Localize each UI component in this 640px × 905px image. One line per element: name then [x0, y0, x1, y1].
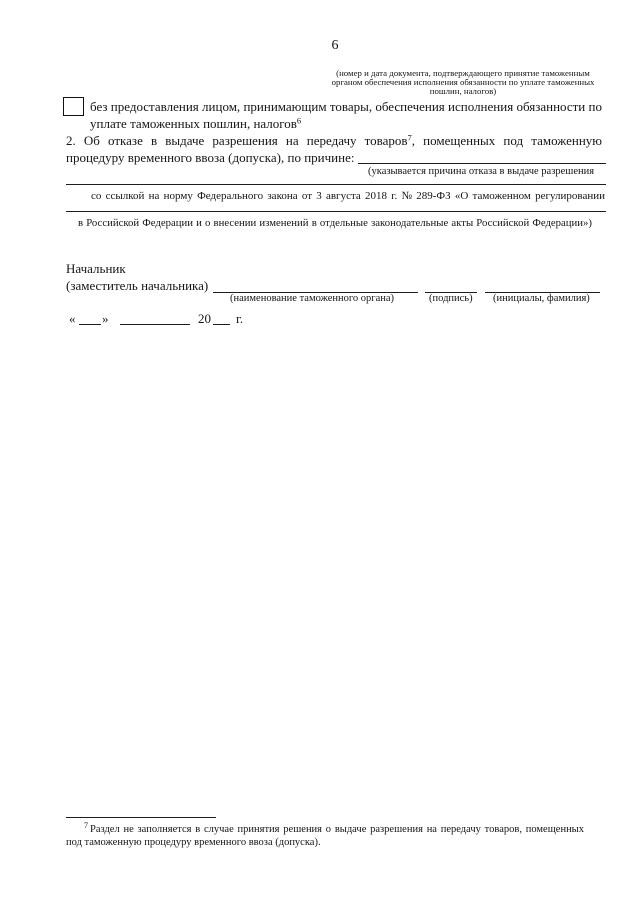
law-reference-caption-line2: в Российской Федерации и о внесении изменений в отдельные законодательные акты Российской Федерации») [78, 217, 592, 229]
year-fill-line [213, 324, 230, 325]
footnote-separator [66, 817, 216, 818]
name-caption: (инициалы, фамилия) [493, 293, 590, 304]
page-number: 6 [331, 38, 339, 53]
signatory-title-alt: (заместитель начальника) [66, 278, 209, 293]
no-security-checkbox [63, 97, 84, 116]
day-fill-line [79, 324, 101, 325]
reason-fill-line [66, 211, 606, 212]
footnote-ref: 7 [407, 132, 412, 143]
reason-caption: (указывается причина отказа в выдаче разрешения [368, 166, 595, 177]
section-2-line2: процедуру временного ввоза (допуска), по причине: [66, 150, 355, 165]
document-caption-line: пошлин, налогов) [429, 86, 497, 96]
law-reference-caption-line1: со ссылкой на норму Федерального закона от 3 августа 2018 г. № 289-ФЗ «О таможенном регулировании [91, 190, 605, 202]
signature-caption: (подпись) [429, 293, 473, 304]
signatory-title: Начальник [66, 261, 126, 276]
section-2-line1 [66, 133, 602, 148]
section-2-heading: 2. Об отказе в выдаче разрешения на передачу товаров [66, 133, 408, 148]
footnote-text-line1: Раздел не заполняется в случае принятия решения о выдаче разрешения на передачу товаров, помещенных [90, 824, 584, 835]
year-suffix: г. [236, 311, 244, 326]
footnote-text-line2: под таможенную процедуру временного ввоза (допуска). [66, 837, 321, 848]
document-caption-line: (номер и дата документа, подтверждающего принятие таможенным [336, 68, 590, 78]
section-2-heading-cont: , помещенных под таможенную [411, 133, 602, 148]
reason-fill-line [358, 163, 606, 164]
no-security-text-line2 [90, 116, 602, 131]
document-caption-line: органом обеспечения исполнения обязанности по уплате таможенных [331, 77, 595, 87]
no-security-text: уплате таможенных пошлин, налогов [90, 116, 297, 131]
month-fill-line [120, 324, 190, 325]
reason-fill-line [66, 184, 606, 185]
footnote-ref: 6 [296, 115, 302, 126]
footnote-number: 7 [84, 821, 88, 830]
year-century: 20 [198, 311, 211, 326]
date-close-quote: » [102, 311, 109, 326]
date-open-quote: « [69, 311, 76, 326]
no-security-text-line1: без предоставления лицом, принимающим товары, обеспечения исполнения обязанности по [90, 99, 602, 114]
authority-caption: (наименование таможенного органа) [230, 293, 395, 304]
